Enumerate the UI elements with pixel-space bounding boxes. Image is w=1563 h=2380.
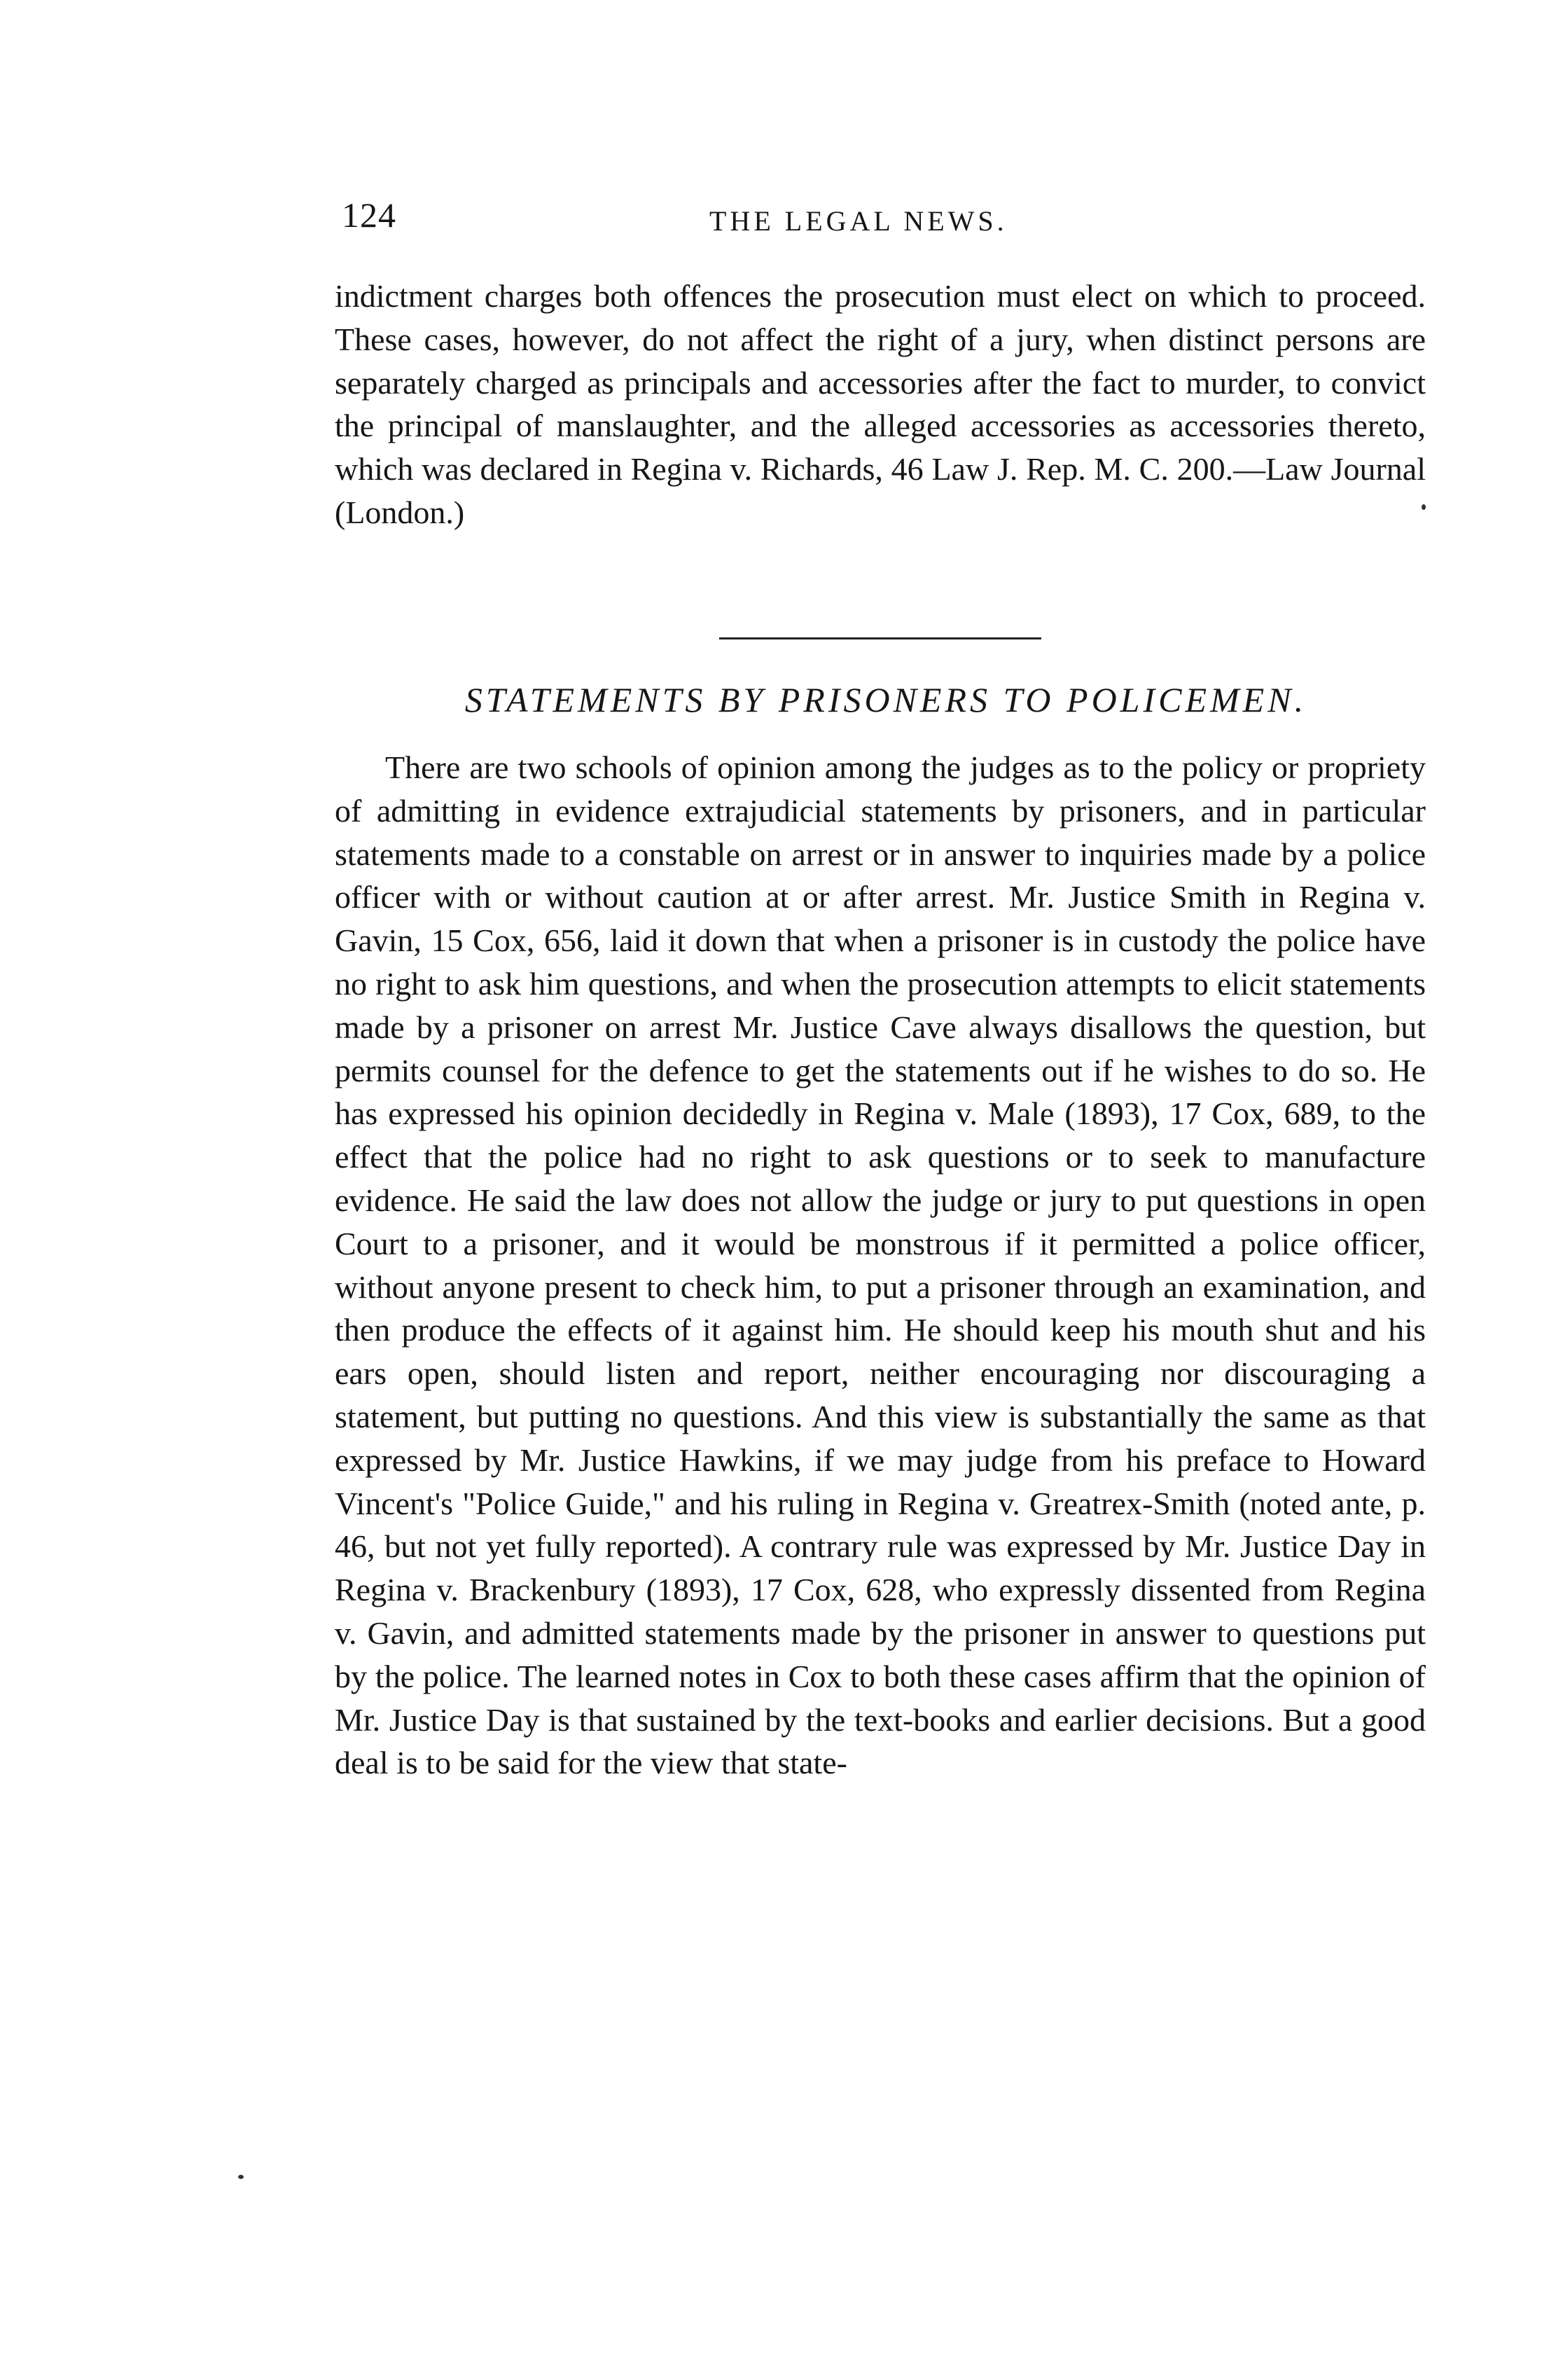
ink-speck (238, 2175, 244, 2179)
article-body: There are two schools of opinion among the judges as to the policy or propriety of admitting in evidence extrajudicial statements by prisoners, and in particular statements made to a constable on arrest or in answer to inquiries made by a police officer with or without caution at or after arrest. Mr. Justice Smith in Regina v. Gavin, 15 Cox, 656, laid it down that when a prisoner is in custody the police have no right to ask him questions, and when the prosecution attempts to elicit statements made by a prisoner on arrest Mr. Justice Cave always disallows the question, but permits counsel for the defence to get the statements out if he wishes to do so. He has expressed his opinion decidedly in Regina v. Male (1893), 17 Cox, 689, to the effect that the police had no right to ask questions or to seek to manufacture evidence. He said the law does not allow the judge or jury to put questions in open Court to a prisoner, and it would be monstrous if it permitted a police officer, without anyone present to check him, to put a prisoner through an examination, and then produce the effects of it against him. He should keep his mouth shut and his ears open, should listen and report, neither encouraging nor discouraging a statement, but putting no questions. And this view is substantially the same as that expressed by Mr. Justice Hawkins, if we may judge from his preface to Howard Vincent's "Police Guide," and his ruling in Regina v. Greatrex-Smith (noted ante, p. 46, but not yet fully reported). A contrary rule was expressed by Mr. Justice Day in Regina v. Brackenbury (1893), 17 Cox, 628, who expressly dissented from Regina v. Gavin, and admitted statements made by the prisoner in answer to questions put by the police. The learned notes in Cox to both these cases affirm that the opinion of Mr. Justice Day is that sustained by the text-books and earlier decisions. But a good deal is to be said for the view that state- (335, 749, 1426, 1781)
page-header (335, 195, 1427, 244)
running-title: THE LEGAL NEWS. (709, 205, 1008, 237)
article-title: STATEMENTS BY PRISONERS TO POLICEMEN. (464, 680, 1307, 719)
section-divider (719, 637, 1041, 639)
ink-speck (1422, 504, 1426, 510)
previous-article-text: indictment charges both offences the prosecution must elect on which to proceed. These cases, however, do not affect the right of a jury, when distinct persons are separately charged as principals and accessories after the fact to murder, to convict the principal of manslaughter, and the alleged accessories as accessories thereto, which was declared in Regina v. Richards, 46 Law J. Rep. M. C. 200.—Law Journal (London.) (335, 278, 1426, 530)
page-number: 124 (342, 195, 396, 235)
